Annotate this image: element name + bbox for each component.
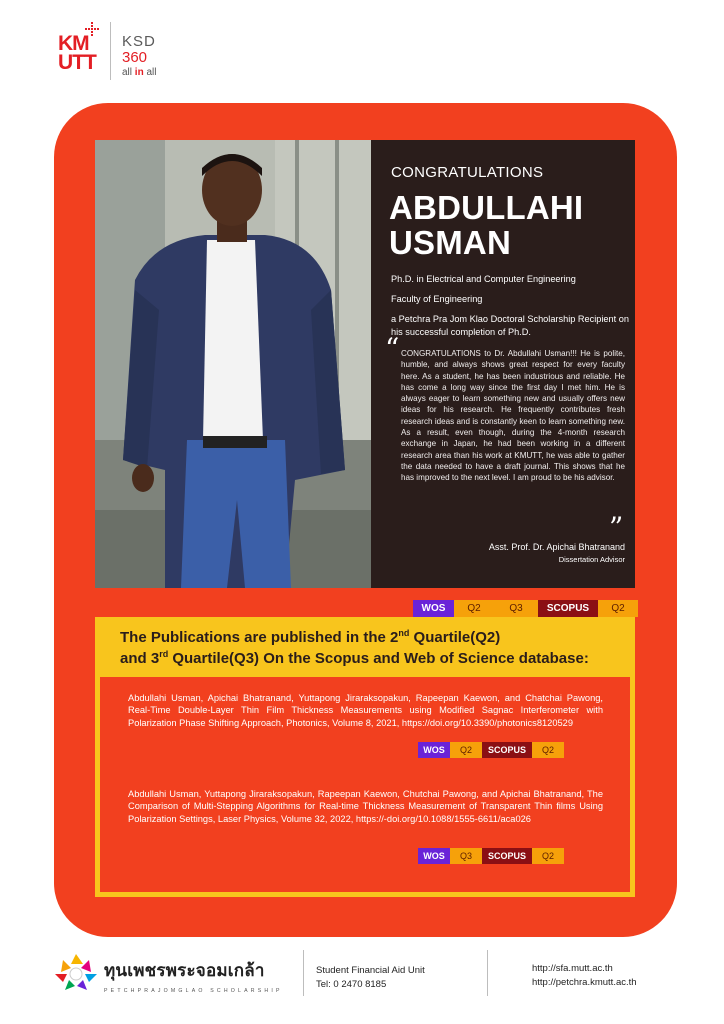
name-line-2: USMAN	[389, 224, 511, 261]
close-quote-icon: ”	[609, 511, 624, 544]
publications-list	[100, 677, 630, 892]
advisor-signature	[489, 542, 625, 564]
scopus-badge: SCOPUS	[482, 848, 532, 864]
publication-item: Abdullahi Usman, Yuttapong Jiraraksopakun, Rapeepan Kaewon, Chutchai Pawong, and Apichai Bhatranand, The Comparison of Multi-Stepping Algorithms for Real-time Thickness Measurement of Transparent Thin films Using Polarization Settings, Laser Physics, Volume 32, 2022, https://-doi.org/10.1088/1555-6611/aca026	[128, 789, 603, 824]
wos-badge: WOS	[413, 600, 454, 617]
brand-thai: ทุนเพชรพระจอมเกล้า	[104, 961, 265, 981]
summary-badges	[413, 600, 638, 617]
congratulations-heading: CONGRATULATIONS	[391, 164, 544, 181]
kmutt-wordmark: KM UTT	[58, 32, 96, 74]
telephone: Tel: 0 2470 8185	[316, 979, 387, 990]
kmutt-logo	[58, 22, 104, 78]
q3-badge: Q3	[494, 600, 538, 617]
footer-divider	[303, 950, 304, 996]
footer-divider	[487, 950, 488, 996]
header-divider	[110, 22, 111, 80]
open-quote-icon: “	[385, 332, 400, 365]
publications-section	[95, 617, 635, 897]
advisor-role: Dissertation Advisor	[558, 555, 625, 564]
faculty-text: Faculty of Engineering	[391, 294, 483, 304]
scholarship-brand	[104, 957, 283, 994]
advisor-quote: CONGRATULATIONS to Dr. Abdullahi Usman!!! He is polite, humble, and always shows great respect for every faculty here. As a student, he has been industrious and reliable. He has come a long way since the first day I met him. He is always eager to learn something new and usually offers new ideas for his research. He frequently contributes fresh research ideas and is constantly keen to learn something new. As a result, even though, during the 4-month research exchange in Japan, he had been working in a different research area than his work at KMUTT, he was able to gather the data needed to have a draft journal. This shows that he has improved to the next level. I am proud to be his advisor.	[401, 349, 625, 483]
ksd-360-label: 360	[122, 49, 148, 66]
petchra-url-link[interactable]: http://petchra.kmutt.ac.th	[532, 977, 637, 988]
scopus-quartile-badge: Q2	[532, 742, 564, 758]
publication-item: Abdullahi Usman, Apichai Bhatranand, Yuttapong Jiraraksopakun, Rapeepan Kaewon, and Chatchai Pawong, Real-Time Double-Layer Thin Film Thickness Measurements using Modified Sagnac Interferometer with Polarization Phase Shifting Approach, Photonics, Volume 8, 2021, https://doi.org/10.3390/photonics8120529	[128, 693, 603, 728]
unit-name: Student Financial Aid Unit	[316, 965, 425, 976]
scholarship-text: a Petchra Pra Jom Klao Doctoral Scholarship Recipient on his successful completion of Ph.D.	[391, 314, 629, 337]
recipient-name	[389, 190, 583, 260]
info-panel	[371, 140, 635, 588]
ksd-tagline: all in all	[122, 67, 157, 78]
footer-links	[532, 962, 637, 990]
degree-info	[391, 273, 631, 339]
scopus-badge: SCOPUS	[482, 742, 532, 758]
wos-quartile-badge: Q2	[450, 742, 482, 758]
header-logos	[58, 22, 156, 84]
scopus-quartile-badge: Q2	[598, 600, 638, 617]
publications-title: The Publications are published in the 2nd Quartile(Q2) and 3rd Quartile(Q3) On the Scopus and Web of Science database:	[120, 628, 589, 667]
wos-badge: WOS	[418, 742, 450, 758]
advisor-name: Asst. Prof. Dr. Apichai Bhatranand	[488, 542, 625, 552]
brand-english: PETCHPRAJOMGLAO SCHOLARSHIP	[104, 988, 283, 994]
scholarship-logo-icon	[53, 952, 99, 994]
degree-text: Ph.D. in Electrical and Computer Engineering	[391, 274, 576, 284]
portrait-photo	[95, 140, 371, 588]
name-line-1: ABDULLAHI	[389, 189, 584, 226]
wos-quartile-badge: Q2	[454, 600, 494, 617]
ksd360-logo	[122, 22, 156, 78]
ksd-label: KSD	[122, 33, 156, 50]
contact-info	[316, 964, 425, 992]
publication-2-badges	[418, 848, 564, 864]
wos-badge: WOS	[418, 848, 450, 864]
scopus-quartile-badge: Q2	[532, 848, 564, 864]
publication-1-badges	[418, 742, 564, 758]
sfa-url-link[interactable]: http://sfa.mutt.ac.th	[532, 963, 613, 974]
wos-quartile-badge: Q3	[450, 848, 482, 864]
scopus-badge: SCOPUS	[538, 600, 598, 617]
